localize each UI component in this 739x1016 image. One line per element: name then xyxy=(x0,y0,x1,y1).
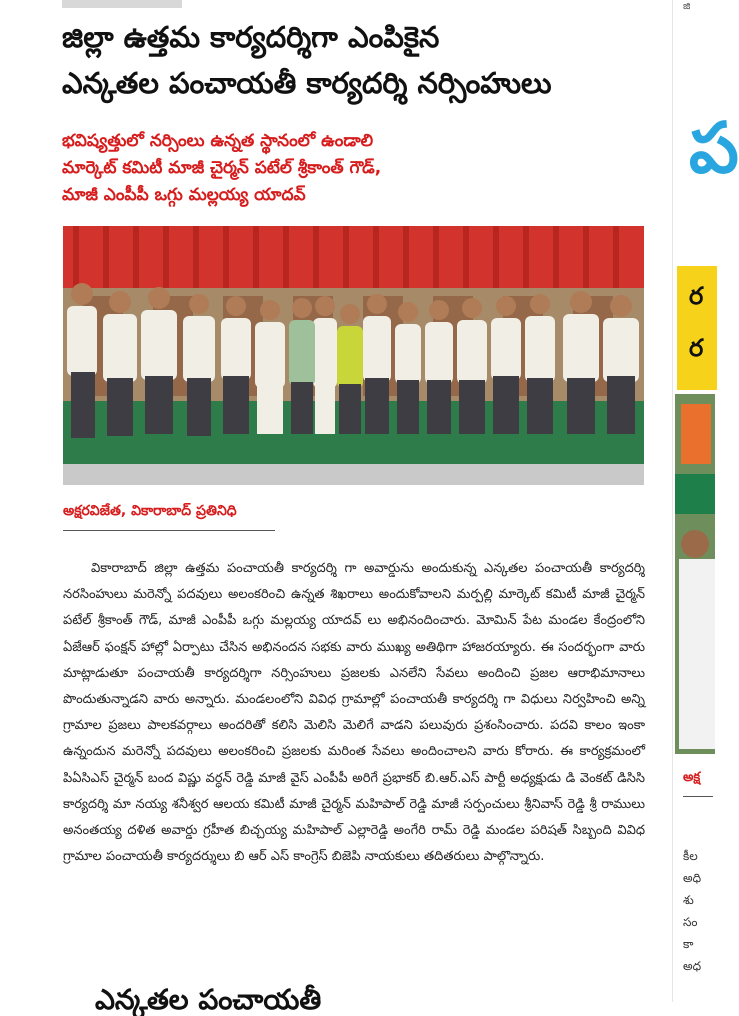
adjacent-yellow-banner xyxy=(677,266,717,390)
adjacent-text-line: సం xyxy=(683,915,698,929)
next-headline-text: ఎన్కతల పంచాయతీ xyxy=(95,983,322,1016)
byline-divider xyxy=(63,530,275,531)
adjacent-text-line: కీల xyxy=(683,849,698,863)
next-headline-fragment xyxy=(95,983,615,1016)
headline-line-1: జిల్లా ఉత్తమ కార్యదర్శిగా ఎంపికైన xyxy=(62,20,440,54)
adjacent-yellow-line-1: ర xyxy=(689,282,704,310)
subhead-line-2: మార్కెట్ కమిటీ మాజీ చైర్మన్ పటేల్ శ్రీకాంత్ గౌడ్, xyxy=(62,158,382,178)
top-strip xyxy=(62,0,182,8)
adjacent-top-fragment: జి xyxy=(683,1,691,12)
adjacent-photo xyxy=(675,394,715,754)
adjacent-text-line: అధి xyxy=(683,871,702,885)
adjacent-yellow-line-2: ర xyxy=(689,334,704,362)
adjacent-column xyxy=(672,0,739,1002)
headline-line-2: ఎన్కతల పంచాయతీ కార్యదర్శి నర్సింహులు xyxy=(62,66,552,100)
adjacent-byline: అక్ష xyxy=(683,770,701,785)
adjacent-text-line: అధ xyxy=(683,959,702,973)
adjacent-big-letter: ప xyxy=(689,107,739,189)
adjacent-text-line: శు xyxy=(683,893,694,907)
adjacent-text-line: కా xyxy=(683,937,694,951)
subheadline xyxy=(62,128,602,209)
group-photo xyxy=(63,226,644,485)
headline xyxy=(62,14,652,106)
subhead-line-1: భవిష్యత్తులో నర్సింలు ఉన్నత స్థానంలో ఉండాలి xyxy=(62,131,374,151)
adjacent-byline-divider xyxy=(683,796,713,797)
subhead-line-3: మాజీ ఎంపీపీ ఒగ్గు మల్లయ్య యాదవ్ xyxy=(62,185,306,205)
article-body: వికారాబాద్ జిల్లా ఉత్తమ పంచాయతీ కార్యదర్శి గా అవార్డును అందుకున్న ఎన్కతల పంచాయతీ కార్యదర్శి నరసింహులు మరెన్నో పదవులు అలంకరించి ఉన్నత శిఖరాలు అందుకోవాలని మర్పల్లి మార్కెట్ కమిటీ మాజీ చైర్మన్ పటేల్ శ్రీకాంత్ గౌడ్, మాజీ ఎంపీపీ ఒగ్గు మల్లయ్య యాదవ్ లు అభినందించారు. మోమిన్ పేట మండల కేంద్రంలోని ఏజేఆర్ ఫంక్షన్ హాల్లో ఏర్పాటు చేసిన అభినందన సభకు వారు ముఖ్య అతిథిగా హాజరయ్యారు. ఈ సందర్భంగా వారు మాట్లాడుతూ పంచాయతీ కార్యదర్శిగా నర్సింహులు ప్రజలకు ఎనలేని సేవలు అందించి ప్రజల ఆరాభిమానాలు పొందుతున్నాడని వారు అన్నారు. మండలంలోని వివిధ గ్రామాల్లో పంచాయతీ కార్యదర్శి గా విధులు నిర్వహించి అన్ని గ్రామాల ప్రజలు పాలకవర్గాలు అందరితో కలిసి మెలిసి మెలిగే వాడని పలువురు ప్రశంసించారు. పదవి కాలం ఇంకా ఉన్నందున మరెన్నో పదవులు అలంకరించి ప్రజలకు మరింత సేవలు అందించాలని వారు కోరారు. ఈ కార్యక్రమంలో పిఏసిఎస్ చైర్మన్ బంద విష్ణు వర్ధన్ రెడ్డి మాజీ వైస్ ఎంపీపీ అరిగే ప్రభాకర్ బి.ఆర్.ఎస్ పార్టీ అధ్యక్షుడు డి వెంకట్ డిసిసి కార్యదర్శి మా నయ్య శనీశ్వర ఆలయ కమిటీ మాజీ చైర్మన్ మహిపాల్ రెడ్డి మాజీ సర్పంచులు శ్రీనివాస్ రెడ్డి శ్రీ రాములు అనంతయ్య దళిత అవార్డు గ్రహీత బిచ్చయ్య మహిపాల్ ఎల్లారెడ్డి అంగేరి రామ్ రెడ్డి మండల పరిషత్ సిబ్బంది వివిధ గ్రామాల పంచాయతీ కార్యదర్శులు బి ఆర్ ఎస్ కాంగ్రెస్ బిజెపి నాయకులు తదితరులు పాల్గొన్నారు. xyxy=(63,561,645,865)
adjacent-text xyxy=(683,845,701,977)
byline: అక్షరవిజేత, వికారాబాద్ ప్రతినిధి xyxy=(63,503,237,519)
